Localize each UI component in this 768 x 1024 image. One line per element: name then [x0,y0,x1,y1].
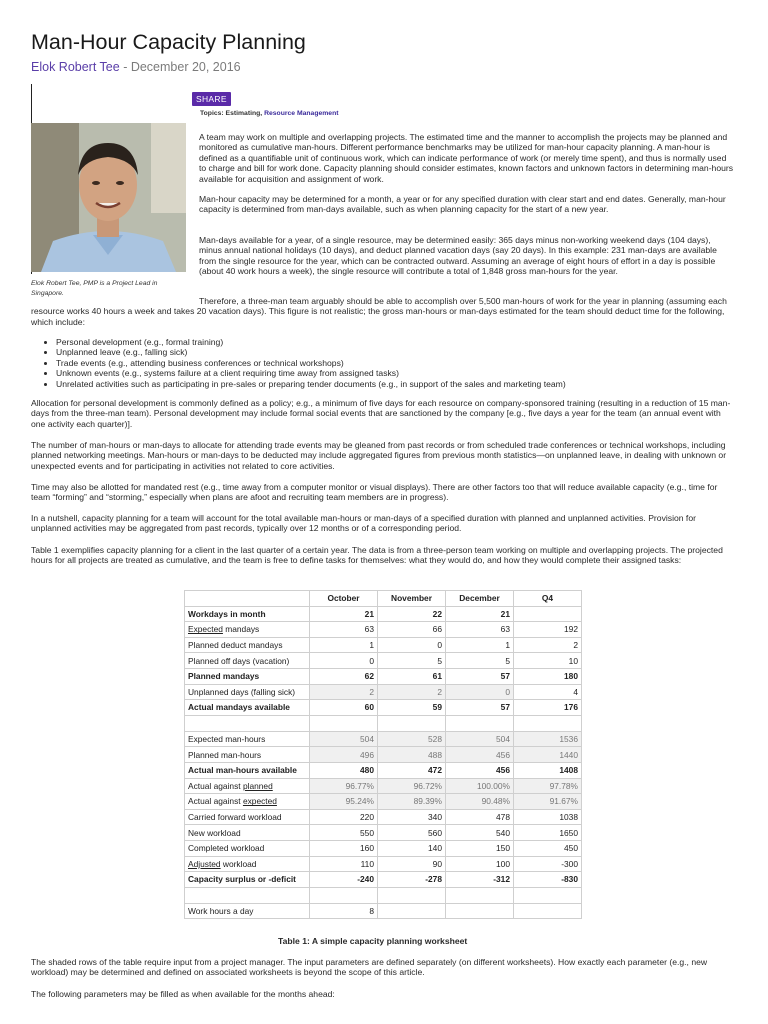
paragraph-5: Allocation for personal development is commonly defined as a policy; e.g., a minimum of five days for each resource on company-sponsored training (resulting in a reduction of 15 man-days from the three-man team). Personal development may include formal social events that are sanctioned by the company [e.g., five days a year for the team (an annual event with one activity each quarter)]. [31,398,731,429]
table-row [185,653,582,669]
article-title: Man-Hour Capacity Planning [31,30,306,54]
capacity-table [184,590,582,919]
row-label: Completed workload [185,840,310,856]
cell: -312 [446,872,514,888]
paragraph-4: Therefore, a three-man team arguably should be able to accomplish over 5,500 man-hours of work for the year in planning (assuming each resource works 40 hours a week and takes 20 vacation days). This figure is not realistic; the gross man-hours or man-days estimated for the team should deduct time for the following, which include: [31,296,727,327]
deduction-list [48,337,566,389]
table-header-row [185,591,582,607]
cell: 2 [310,684,378,700]
cell [446,903,514,919]
cell: 62 [310,668,378,684]
cell [310,887,378,903]
cell [514,606,582,622]
table-row [185,840,582,856]
cell: 504 [446,731,514,747]
row-label-rest: workload [220,858,257,869]
table-row [185,762,582,778]
table-header: October [310,591,378,607]
table-row [185,903,582,919]
paragraph-1: A team may work on multiple and overlapping projects. The estimated time and the manner to accomplish the projects may be planned and monitored as cumulative man-hours. Different performance benchmarks may be utilized for man-hour capacity planning. A man-hour is defined as a quantifiable unit of continuous work, which can indicate performance of work (or merely time spent), and thus is normally used to charge and bill for work done. Capacity planning should consider estimates, known factors and unknown factors in determining man-hours available for acquisition and assignment of work. [199,132,734,184]
cell: 450 [514,840,582,856]
paragraph-11: The following parameters may be filled as when available for the months ahead: [31,989,335,999]
cell: 1536 [514,731,582,747]
topics-line [200,110,339,117]
row-label [185,778,310,794]
row-label: Actual man-hours available [185,762,310,778]
cell: 90.48% [446,794,514,810]
cell: 1038 [514,809,582,825]
cell: 496 [310,747,378,763]
cell: 61 [378,668,446,684]
cell: 456 [446,747,514,763]
photo-caption: Elok Robert Tee, PMP is a Project Lead in Singapore. [31,280,158,297]
row-label-underlined: Expected [188,624,223,635]
cell: 95.24% [310,794,378,810]
paragraph-9: Table 1 exemplifies capacity planning for a client in the last quarter of a certain year. The data is from a three-person team working on multiple and overlapping projects. The projected hours for all projects are treated as cumulative, and the team is free to define tasks for themselves: what they would do, and how they would complete their assigned tasks: [31,545,723,566]
table-spacer-row [185,715,582,731]
cell [446,715,514,731]
cell: 180 [514,668,582,684]
list-item: • Unrelated activities such as participating in pre-sales or preparing tender documents (e.g., in support of the sales and marketing team) [56,379,566,389]
cell: -240 [310,872,378,888]
cell: 100 [446,856,514,872]
row-label-underlined: expected [242,796,277,807]
cell: 0 [378,637,446,653]
table-row [185,606,582,622]
row-label-prefix: Actual against [188,796,243,807]
share-button[interactable]: SHARE [192,92,231,106]
table-row [185,809,582,825]
cell: 60 [310,700,378,716]
row-label: Expected man-hours [185,731,310,747]
table-header: December [446,591,514,607]
cell: 176 [514,700,582,716]
cell [378,887,446,903]
cell: 5 [378,653,446,669]
list-item: • Unknown events (e.g., systems failure at a client requiring time away from assigned tasks) [56,368,566,378]
topic-link-resource-management[interactable]: Resource Management [264,110,339,117]
cell: 2 [378,684,446,700]
table-caption: Table 1: A simple capacity planning worksheet [278,936,468,946]
row-label: Work hours a day [185,903,310,919]
cell: 96.72% [378,778,446,794]
row-label: Planned deduct mandays [185,637,310,653]
cell: 22 [378,606,446,622]
table-row [185,684,582,700]
table-header [185,591,310,607]
paragraph-2: Man-hour capacity may be determined for a month, a year or for any specified duration with clear start and end dates. Generally, man-hour capacity is determined from man-days available, such as when planning capacity for the start of a new year. [199,194,726,215]
cell: 89.39% [378,794,446,810]
cell: 1 [446,637,514,653]
row-label [185,856,310,872]
table-row [185,668,582,684]
list-item: • Personal development (e.g., formal training) [56,337,566,347]
cell: 66 [378,622,446,638]
cell: 220 [310,809,378,825]
row-label: Workdays in month [185,606,310,622]
cell: 560 [378,825,446,841]
table-row [185,622,582,638]
cell [185,715,310,731]
cell: 1650 [514,825,582,841]
cell: 540 [446,825,514,841]
cell: 150 [446,840,514,856]
byline [31,60,241,74]
cell: 57 [446,700,514,716]
table-row [185,700,582,716]
paragraph-3: Man-days available for a year, of a single resource, may be determined easily: 365 days minus non-working weekend days (104 days), minus annual national holidays (10 days), and deduct planned vacation days (say 20 days). In this example: 231 man-days are available from the single resource for the year, which can be contracted outward. Assuming an average of eight hours of effort in a day is possible (about 40 work hours a week), the single resource will contribute a total of 1,848 gross man-hours for the year. [199,235,717,277]
table-spacer-row [185,887,582,903]
cell: 192 [514,622,582,638]
cell: -830 [514,872,582,888]
cell: 472 [378,762,446,778]
date-separator: - [119,60,131,74]
cell: 91.67% [514,794,582,810]
row-label [185,622,310,638]
cell: -278 [378,872,446,888]
row-label [185,794,310,810]
cell: 21 [446,606,514,622]
cell: 59 [378,700,446,716]
row-label: Planned man-hours [185,747,310,763]
table-row [185,778,582,794]
cell: 110 [310,856,378,872]
cell: 504 [310,731,378,747]
cell: 0 [446,684,514,700]
row-label-underlined: planned [242,780,273,791]
cell [378,903,446,919]
cell: 10 [514,653,582,669]
cell: 4 [514,684,582,700]
cell: 8 [310,903,378,919]
row-label-underlined: Adjusted [188,858,221,869]
cell: 0 [310,653,378,669]
cell [378,715,446,731]
cell: 100.00% [446,778,514,794]
cell: 550 [310,825,378,841]
table-header: November [378,591,446,607]
row-label: Carried forward workload [185,809,310,825]
cell: 1 [310,637,378,653]
row-label: Actual mandays available [185,700,310,716]
table-row [185,747,582,763]
paragraph-8: In a nutshell, capacity planning for a team will account for the total available man-hours or man-days of a specified duration with planned and unplanned activities. Provision for unplanned activities may be aggregated from past records, typically over 12 months or of a corresponding period. [31,513,696,534]
cell: 90 [378,856,446,872]
paragraph-10: The shaded rows of the table require input from a project manager. The input parameters are defined separately (on different worksheets). How exactly each parameter (e.g., new workload) may be determined and defined on associated worksheets is beyond the scope of this article. [31,957,708,978]
cell: 160 [310,840,378,856]
cell: 480 [310,762,378,778]
paragraph-7: Time may also be allotted for mandated rest (e.g., time away from a computer monitor or visual displays). There are other factors too that will reduce available capacity (e.g., time for team “forming” and “storming,” especially when plans are afoot and recruiting team members are in progress). [31,482,718,503]
row-label: Unplanned days (falling sick) [185,684,310,700]
cell [514,903,582,919]
table-row [185,872,582,888]
author-link[interactable]: Elok Robert Tee [31,60,120,74]
cell: -300 [514,856,582,872]
topics-label: Topics: Estimating, [200,110,265,117]
table-row [185,856,582,872]
table-header: Q4 [514,591,582,607]
list-item: • Trade events (e.g., attending business conferences or technical workshops) [56,358,566,368]
cell: 21 [310,606,378,622]
cell: 63 [310,622,378,638]
row-label: Capacity surplus or -deficit [185,872,310,888]
cell: 2 [514,637,582,653]
table-row [185,731,582,747]
cell: 488 [378,747,446,763]
row-label: New workload [185,825,310,841]
cell [446,887,514,903]
table-row [185,825,582,841]
cell: 63 [446,622,514,638]
cell: 140 [378,840,446,856]
cell: 340 [378,809,446,825]
cell: 97.78% [514,778,582,794]
table-row [185,637,582,653]
cell: 478 [446,809,514,825]
paragraph-6: The number of man-hours or man-days to allocate for attending trade events may be gleaned from past records or from scheduled trade conferences or technical workshops, including planned networking meetings. Man-hours or man-days to be deducted may include aggregated figures from previous month statistics—on unplanned leave, in dealing with unknown or unexpected events and for participating in activities not related to core activities. [31,440,727,471]
row-label-rest: mandays [222,624,260,635]
row-label-prefix: Actual against [188,780,243,791]
row-label: Planned mandays [185,668,310,684]
cell: 528 [378,731,446,747]
cell: 1440 [514,747,582,763]
cell [310,715,378,731]
cell [514,887,582,903]
cell [185,887,310,903]
publish-date: December 20, 2016 [130,60,241,74]
list-item: • Unplanned leave (e.g., falling sick) [56,347,566,357]
cell: 96.77% [310,778,378,794]
cell: 5 [446,653,514,669]
author-photo [31,123,186,272]
row-label: Planned off days (vacation) [185,653,310,669]
cell [514,715,582,731]
cell: 57 [446,668,514,684]
table-row [185,794,582,810]
cell: 456 [446,762,514,778]
cell: 1408 [514,762,582,778]
